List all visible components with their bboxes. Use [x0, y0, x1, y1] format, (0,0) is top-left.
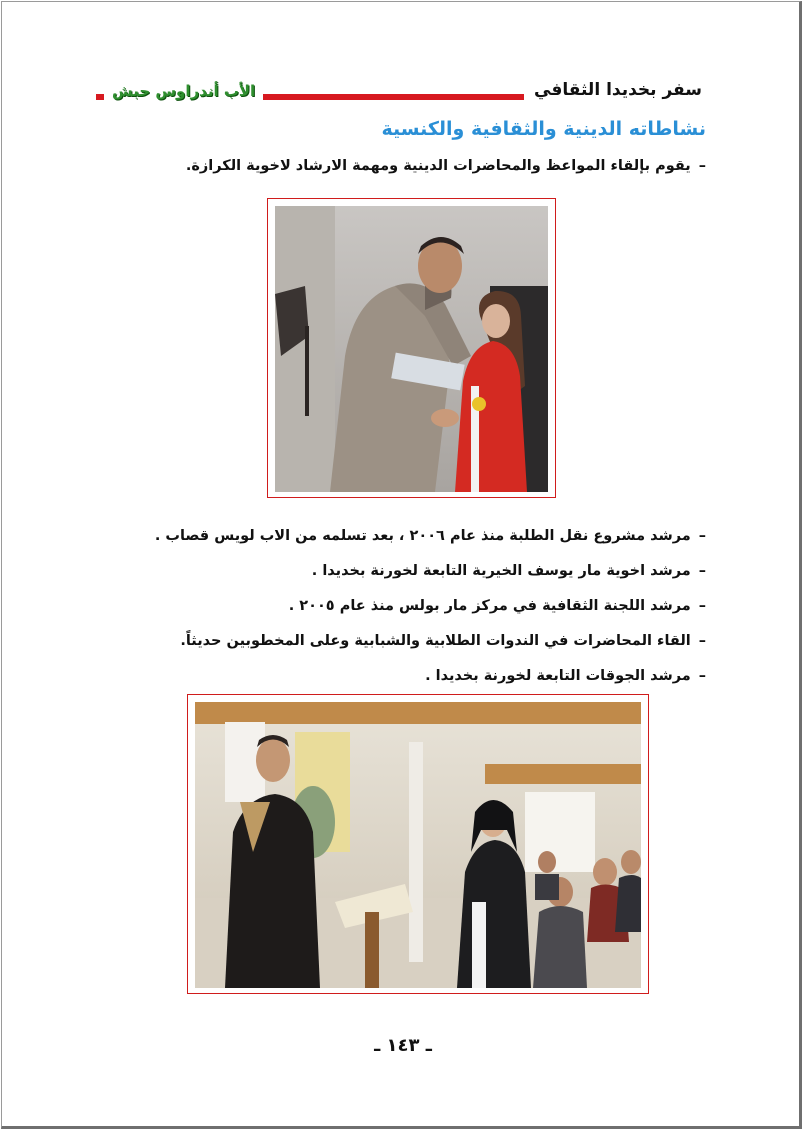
list-item: [86, 598, 706, 614]
photo-church-reading: [195, 702, 641, 988]
photo-frame-church: [187, 694, 649, 994]
section-heading: نشاطاته الدينية والثقافية والكنسية: [381, 118, 706, 140]
photo-priest-giving-award: [275, 206, 548, 492]
bullet-dash: –: [698, 598, 706, 614]
list-item: [86, 158, 706, 174]
bullet-dash: –: [698, 528, 706, 544]
list-item: [86, 528, 706, 544]
list-item: [86, 668, 706, 684]
list-item: [86, 633, 706, 649]
photo-frame-award: [267, 198, 556, 498]
page-number: ـ ١٤٣ ـ: [374, 1035, 432, 1056]
bullet-text: مرشد مشروع نقل الطلبة منذ عام ٢٠٠٦ ، بعد تسلمه من الاب لويس قصاب .: [154, 528, 691, 544]
bullet-dash: –: [698, 158, 706, 174]
running-header: [96, 80, 708, 106]
bullet-dash: –: [698, 563, 706, 579]
bullet-dash: –: [698, 633, 706, 649]
bullet-text: القاء المحاضرات في الندوات الطلابية والشبابية وعلى المخطوبين حديثاً.: [180, 633, 691, 649]
bullet-text: يقوم بإلقاء المواعظ والمحاضرات الدينية ومهمة الارشاد لاخوية الكرازة.: [185, 158, 691, 174]
bullet-dash: –: [698, 668, 706, 684]
bullet-text: مرشد اللجنة الثقافية في مركز مار بولس منذ عام ٢٠٠٥ .: [288, 598, 691, 614]
author-name: الأب أندراوس حبش: [104, 82, 263, 100]
book-title: سفر بخديدا الثقافي: [524, 80, 708, 100]
bullet-text: مرشد الجوقات التابعة لخورنة بخديدا .: [425, 668, 691, 684]
list-item: [86, 563, 706, 579]
bullet-text: مرشد اخوية مار يوسف الخيرية التابعة لخورنة بخديدا .: [311, 563, 691, 579]
